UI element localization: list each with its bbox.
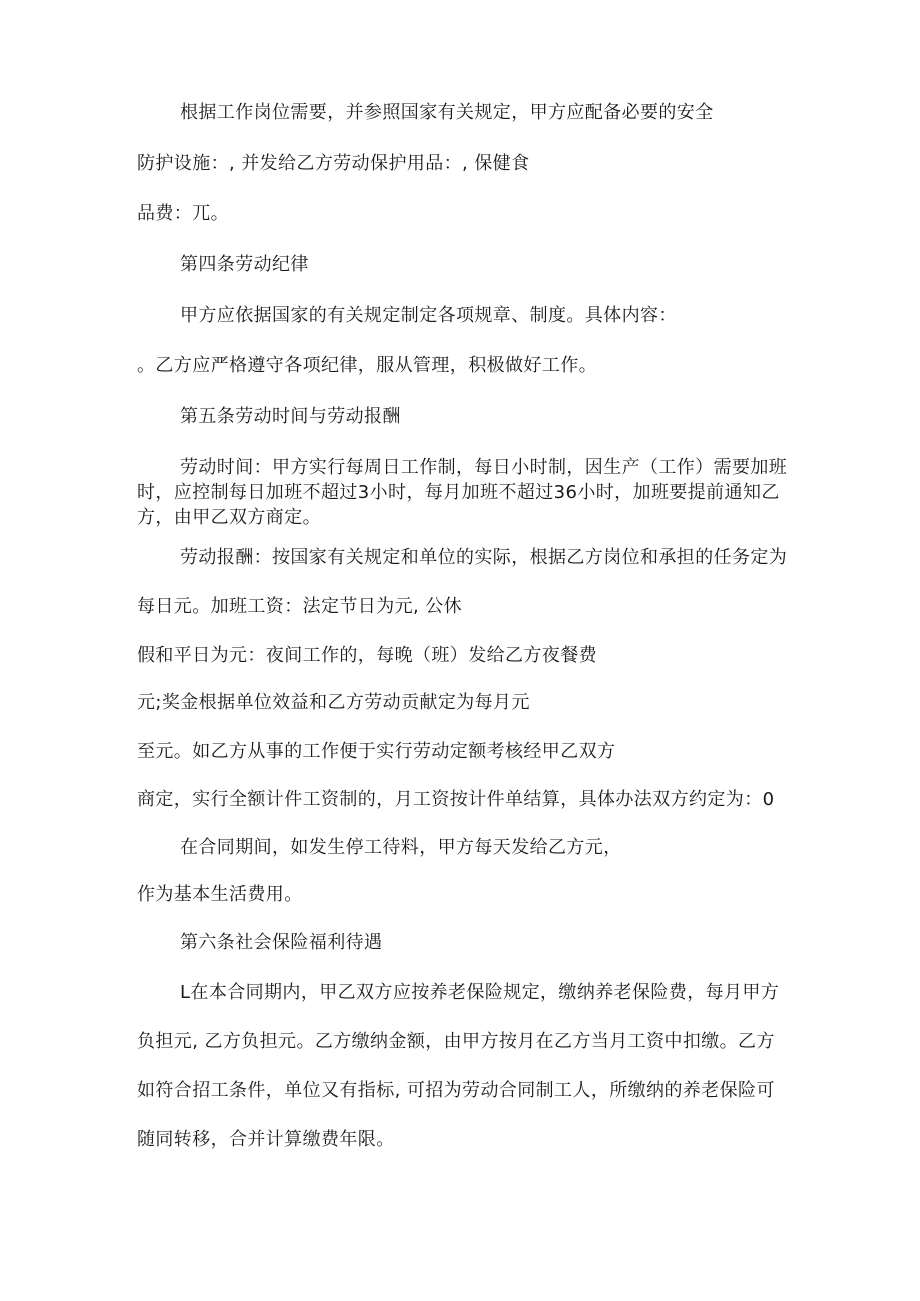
paragraph-line: 在合同期间，如发生停工待料，甲方每天发给乙方元，: [180, 837, 622, 858]
section-heading: 第五条劳动时间与劳动报酬: [180, 406, 401, 427]
paragraph-line: 劳动时间：甲方实行每周日工作制，每日小时制，因生产（工作）需要加班: [180, 457, 788, 478]
paragraph-line: 元;奖金根据单位效益和乙方劳动贡献定为每月元: [137, 692, 530, 713]
paragraph-line: L在本合同期内，甲乙双方应按养老保险规定，缴纳养老保险费，每月甲方: [180, 982, 780, 1003]
paragraph-line: 防护设施：, 并发给乙方劳动保护用品：, 保健食: [137, 153, 530, 174]
section-heading: 第四条劳动纪律: [180, 254, 309, 275]
paragraph-line: 根据工作岗位需要，并参照国家有关规定，甲方应配备必要的安全: [180, 102, 714, 123]
paragraph-line: 随同转移，合并计算缴费年限。: [137, 1129, 395, 1150]
paragraph-line: 方，由甲乙双方商定。: [137, 507, 321, 528]
paragraph-line: 假和平日为元：夜间工作的，每晚（班）发给乙方夜餐费: [137, 645, 597, 666]
paragraph-line: 作为基本生活费用。: [137, 884, 303, 905]
paragraph-line: 劳动报酬：按国家有关规定和单位的实际，根据乙方岗位和承担的任务定为: [180, 547, 788, 568]
section-heading: 第六条社会保险福利待遇: [180, 932, 383, 953]
paragraph-line: 负担元, 乙方负担元。乙方缴纳金额，由甲方按月在乙方当月工资中扣缴。乙方: [137, 1031, 775, 1052]
paragraph-line: 至元。如乙方从事的工作便于实行劳动定额考核经甲乙双方: [137, 741, 616, 762]
paragraph-line: 如符合招工条件，单位又有指标, 可招为劳动合同制工人，所缴纳的养老保险可: [137, 1080, 775, 1101]
paragraph-line: 时，应控制每日加班不超过3小时，每月加班不超过36小时，加班要提前通知乙: [137, 482, 780, 503]
paragraph-line: 每日元。加班工资：法定节日为元, 公休: [137, 596, 463, 617]
paragraph-line: 。乙方应严格遵守各项纪律，服从管理，积极做好工作。: [137, 355, 597, 376]
paragraph-line: 甲方应依据国家的有关规定制定各项规章、制度。具体内容：: [180, 305, 677, 326]
paragraph-line: 品费：兀。: [137, 203, 229, 224]
paragraph-line: 商定，实行全额计件工资制的，月工资按计件单结算，具体办法双方约定为：0: [137, 789, 775, 810]
